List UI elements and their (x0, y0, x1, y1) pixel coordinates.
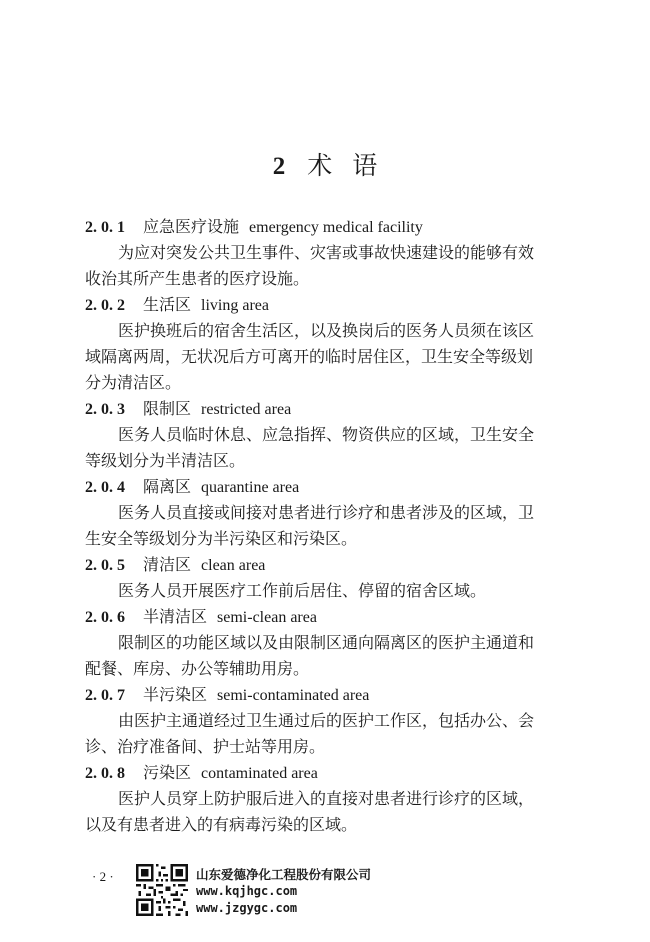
definition-line: 医务人员开展医疗工作前后居住、停留的宿舍区域。 (118, 581, 487, 600)
publisher-name: 山东爱德净化工程股份有限公司 (196, 867, 372, 882)
chapter-title-char-2: 语 (352, 151, 378, 180)
definition-line: 域隔离两周，无状况后方可离开的临时居住区，卫生安全等级划 (85, 347, 534, 366)
term-chinese: 限制区 (143, 399, 192, 418)
term-heading (85, 214, 585, 240)
publisher-url-1: www.kqjhgc.com (196, 884, 298, 898)
term-heading (85, 292, 585, 318)
term-english: semi-clean area (217, 609, 317, 626)
definition-line: 医护换班后的宿舍生活区，以及换岗后的医务人员须在该区 (118, 321, 535, 340)
definition-line: 以及有患者进入的有病毒污染的区域。 (85, 815, 358, 834)
term-number: 2. 0. 8 (85, 765, 125, 782)
definition-line: 生安全等级划分为半污染区和污染区。 (85, 529, 358, 548)
page-number: · 2 · (92, 869, 114, 884)
chapter-number: 2 (272, 153, 286, 180)
definition-line: 为应对突发公共卫生事件、灾害或事故快速建设的能够有效 (118, 243, 535, 262)
term-english: contaminated area (201, 765, 318, 782)
term-chinese: 半污染区 (143, 685, 208, 704)
term-english: restricted area (201, 401, 292, 418)
definition-line: 由医护主通道经过卫生通过后的医护工作区，包括办公、会 (118, 711, 535, 730)
term-number: 2. 0. 6 (85, 609, 125, 626)
term-chinese: 隔离区 (143, 477, 192, 496)
term-number: 2. 0. 2 (85, 297, 125, 314)
term-heading (85, 604, 585, 630)
term-number: 2. 0. 3 (85, 401, 125, 418)
term-number: 2. 0. 4 (85, 479, 125, 496)
definition-line: 医务人员直接或间接对患者进行诊疗和患者涉及的区域，卫 (118, 503, 535, 522)
publisher-info (196, 866, 371, 917)
qr-code-icon (136, 864, 188, 916)
term-heading (85, 552, 585, 578)
term-chinese: 半清洁区 (143, 607, 208, 626)
term-chinese: 清洁区 (143, 555, 192, 574)
term-chinese: 应急医疗设施 (143, 217, 240, 236)
definition-line: 医务人员临时休息、应急指挥、物资供应的区域，卫生安全 (118, 425, 535, 444)
term-number: 2. 0. 5 (85, 557, 125, 574)
term-heading (85, 760, 585, 786)
definition-line: 诊、治疗准备间、护士站等用房。 (85, 737, 326, 756)
term-heading (85, 396, 585, 422)
term-english: clean area (201, 557, 266, 574)
term-english: living area (201, 297, 269, 314)
term-heading (85, 682, 585, 708)
term-english: quarantine area (201, 479, 300, 496)
term-english: semi-contaminated area (217, 687, 370, 704)
publisher-url-2: www.jzgygc.com (196, 901, 298, 915)
term-heading (85, 474, 585, 500)
definition-line: 医护人员穿上防护服后进入的直接对患者进行诊疗的区域， (118, 789, 535, 808)
definition-line: 限制区的功能区域以及由限制区通向隔离区的医护主通道和 (118, 633, 535, 652)
definition-line: 分为清洁区。 (85, 373, 182, 392)
definition-line: 收治其所产生患者的医疗设施。 (85, 269, 310, 288)
term-english: emergency medical facility (249, 219, 423, 236)
definition-line: 配餐、库房、办公等辅助用房。 (85, 659, 310, 678)
term-chinese: 污染区 (143, 763, 192, 782)
term-chinese: 生活区 (143, 295, 192, 314)
chapter-title (0, 150, 650, 183)
term-number: 2. 0. 7 (85, 687, 125, 704)
definition-line: 等级划分为半清洁区。 (85, 451, 246, 470)
term-number: 2. 0. 1 (85, 219, 125, 236)
chapter-title-char-1: 术 (307, 151, 333, 180)
